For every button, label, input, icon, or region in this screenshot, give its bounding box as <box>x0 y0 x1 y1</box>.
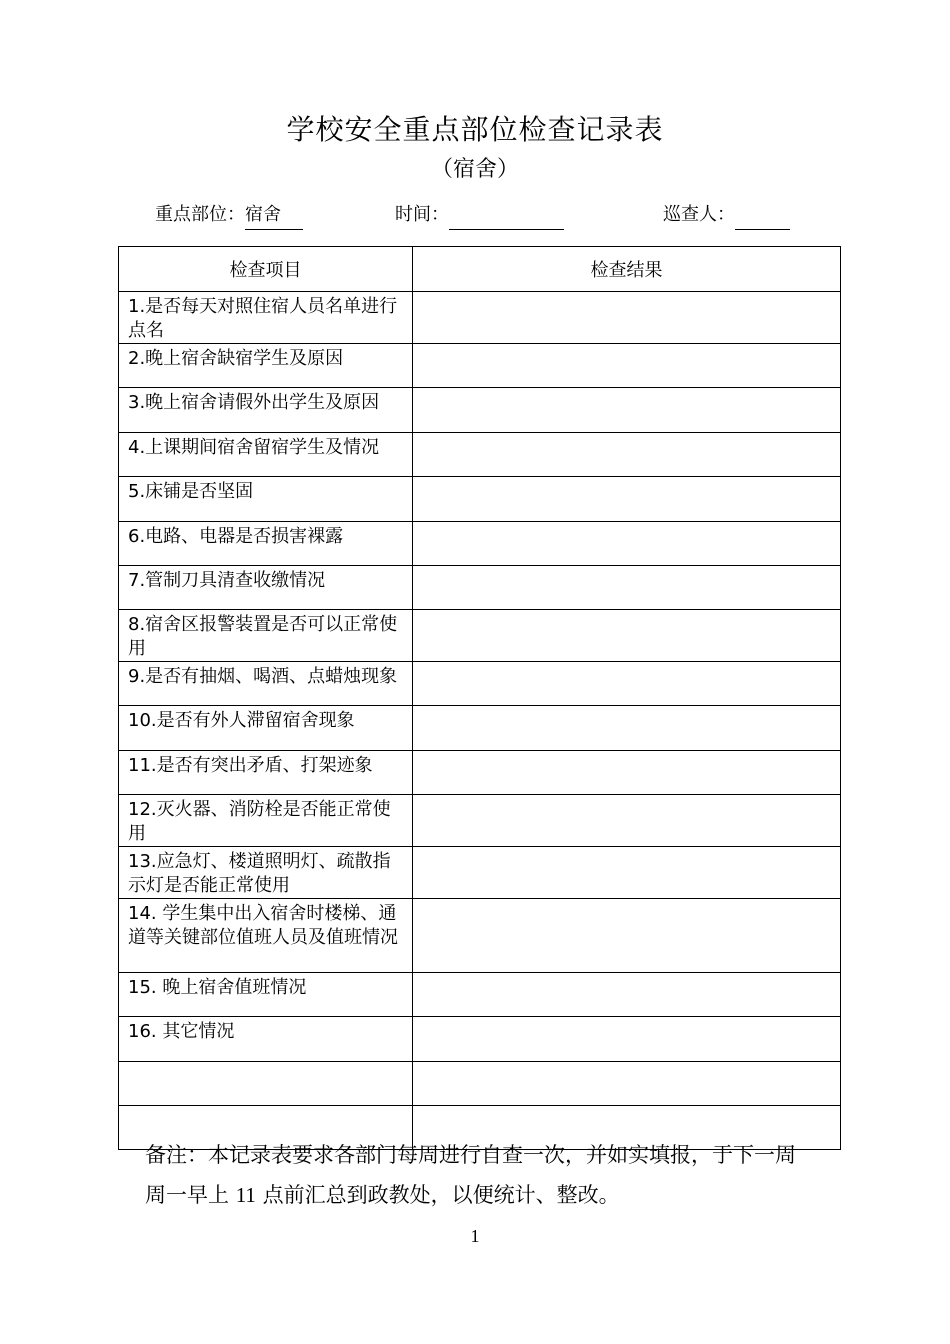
check-item-cell <box>119 899 413 973</box>
remark-note <box>145 1135 805 1215</box>
check-result-cell[interactable] <box>413 477 841 522</box>
inspector-label: 巡查人： <box>663 204 735 225</box>
check-item-cell <box>119 388 413 433</box>
check-result-cell[interactable] <box>413 795 841 847</box>
check-result-cell[interactable] <box>413 433 841 477</box>
table-row <box>119 344 841 388</box>
check-result-cell[interactable] <box>413 1017 841 1062</box>
check-result-cell[interactable] <box>413 751 841 795</box>
check-item-cell <box>119 433 413 477</box>
table-row <box>119 566 841 610</box>
check-item-text: 6.电路、电器是否损害裸露 <box>128 526 344 547</box>
table-row <box>119 522 841 566</box>
check-item-text: 8.宿舍区报警装置是否可以正常使用 <box>128 614 398 659</box>
check-item-cell <box>119 344 413 388</box>
check-item-cell <box>119 610 413 662</box>
check-item-text: 1.是否每天对照住宿人员名单进行点名 <box>128 296 398 341</box>
check-item-text: 2.晚上宿舍缺宿学生及原因 <box>128 348 344 369</box>
table-row <box>119 847 841 899</box>
inspector-value[interactable] <box>735 200 790 230</box>
table-row <box>119 1062 841 1106</box>
check-result-cell[interactable] <box>413 1062 841 1106</box>
check-item-cell <box>119 477 413 522</box>
check-item-text: 9.是否有抽烟、喝酒、点蜡烛现象 <box>128 666 398 687</box>
check-result-cell[interactable] <box>413 522 841 566</box>
check-item-text: 12.灭火器、消防栓是否能正常使用 <box>128 799 391 844</box>
check-item-text <box>119 1062 412 1065</box>
table-row <box>119 662 841 706</box>
check-item-cell <box>119 847 413 899</box>
remark-prefix: 备注：本记录表要求各部门每周进行自查一次，并如实填报，于下一周周一早上 <box>145 1143 796 1207</box>
check-item-cell <box>119 795 413 847</box>
check-result-cell[interactable] <box>413 566 841 610</box>
header-check-result: 检查结果 <box>413 247 841 292</box>
check-item-cell <box>119 292 413 344</box>
check-item-text: 7.管制刀具清查收缴情况 <box>128 570 326 591</box>
check-item-text: 10.是否有外人滞留宿舍现象 <box>128 710 355 731</box>
inspector-field <box>663 200 790 232</box>
header-check-item: 检查项目 <box>119 247 413 292</box>
location-label: 重点部位： <box>155 204 245 225</box>
check-result-cell[interactable] <box>413 706 841 751</box>
table-header-row <box>119 247 841 292</box>
check-item-cell <box>119 1062 413 1106</box>
check-result-cell[interactable] <box>413 292 841 344</box>
check-item-cell <box>119 662 413 706</box>
check-result-cell[interactable] <box>413 610 841 662</box>
page-title: 学校安全重点部位检查记录表 <box>286 113 664 146</box>
check-result-cell[interactable] <box>413 388 841 433</box>
remark-hour: 11 <box>235 1183 256 1207</box>
check-result-cell[interactable] <box>413 847 841 899</box>
check-result-cell[interactable] <box>413 899 841 973</box>
check-item-text: 13.应急灯、楼道照明灯、疏散指示灯是否能正常使用 <box>128 851 391 896</box>
time-field <box>395 200 564 232</box>
location-value[interactable]: 宿舍 <box>245 200 303 230</box>
table-row <box>119 388 841 433</box>
check-item-cell <box>119 973 413 1017</box>
table-row <box>119 292 841 344</box>
time-label: 时间： <box>395 204 449 225</box>
page-number: 1 <box>470 1226 480 1246</box>
check-result-cell[interactable] <box>413 344 841 388</box>
time-value[interactable] <box>449 200 564 230</box>
table-row <box>119 610 841 662</box>
check-item-text: 14. 学生集中出入宿舍时楼梯、通道等关键部位值班人员及值班情况 <box>128 903 398 948</box>
table-row <box>119 1017 841 1062</box>
table-row <box>119 433 841 477</box>
page-subtitle: （宿舍） <box>430 157 519 182</box>
check-result-cell[interactable] <box>413 662 841 706</box>
check-item-text: 5.床铺是否坚固 <box>128 481 254 502</box>
check-item-cell <box>119 1017 413 1062</box>
table-row <box>119 751 841 795</box>
check-item-text: 16. 其它情况 <box>128 1021 235 1042</box>
table-row <box>119 973 841 1017</box>
remark-suffix: 点前汇总到政教处，以便统计、整改。 <box>262 1183 620 1207</box>
check-item-text <box>119 1106 412 1109</box>
table-row <box>119 795 841 847</box>
table-row <box>119 899 841 973</box>
check-item-cell <box>119 566 413 610</box>
check-item-text: 15. 晚上宿舍值班情况 <box>128 977 307 998</box>
check-item-text: 11.是否有突出矛盾、打架迹象 <box>128 755 373 776</box>
check-item-cell <box>119 522 413 566</box>
table-row <box>119 477 841 522</box>
check-result-cell[interactable] <box>413 973 841 1017</box>
location-field <box>155 200 303 232</box>
check-item-cell <box>119 751 413 795</box>
inspection-table <box>118 246 841 1150</box>
table-row <box>119 706 841 751</box>
check-item-text: 3.晚上宿舍请假外出学生及原因 <box>128 392 380 413</box>
table-body <box>119 292 841 1150</box>
check-item-text: 4.上课期间宿舍留宿学生及情况 <box>128 437 380 458</box>
check-item-cell <box>119 706 413 751</box>
